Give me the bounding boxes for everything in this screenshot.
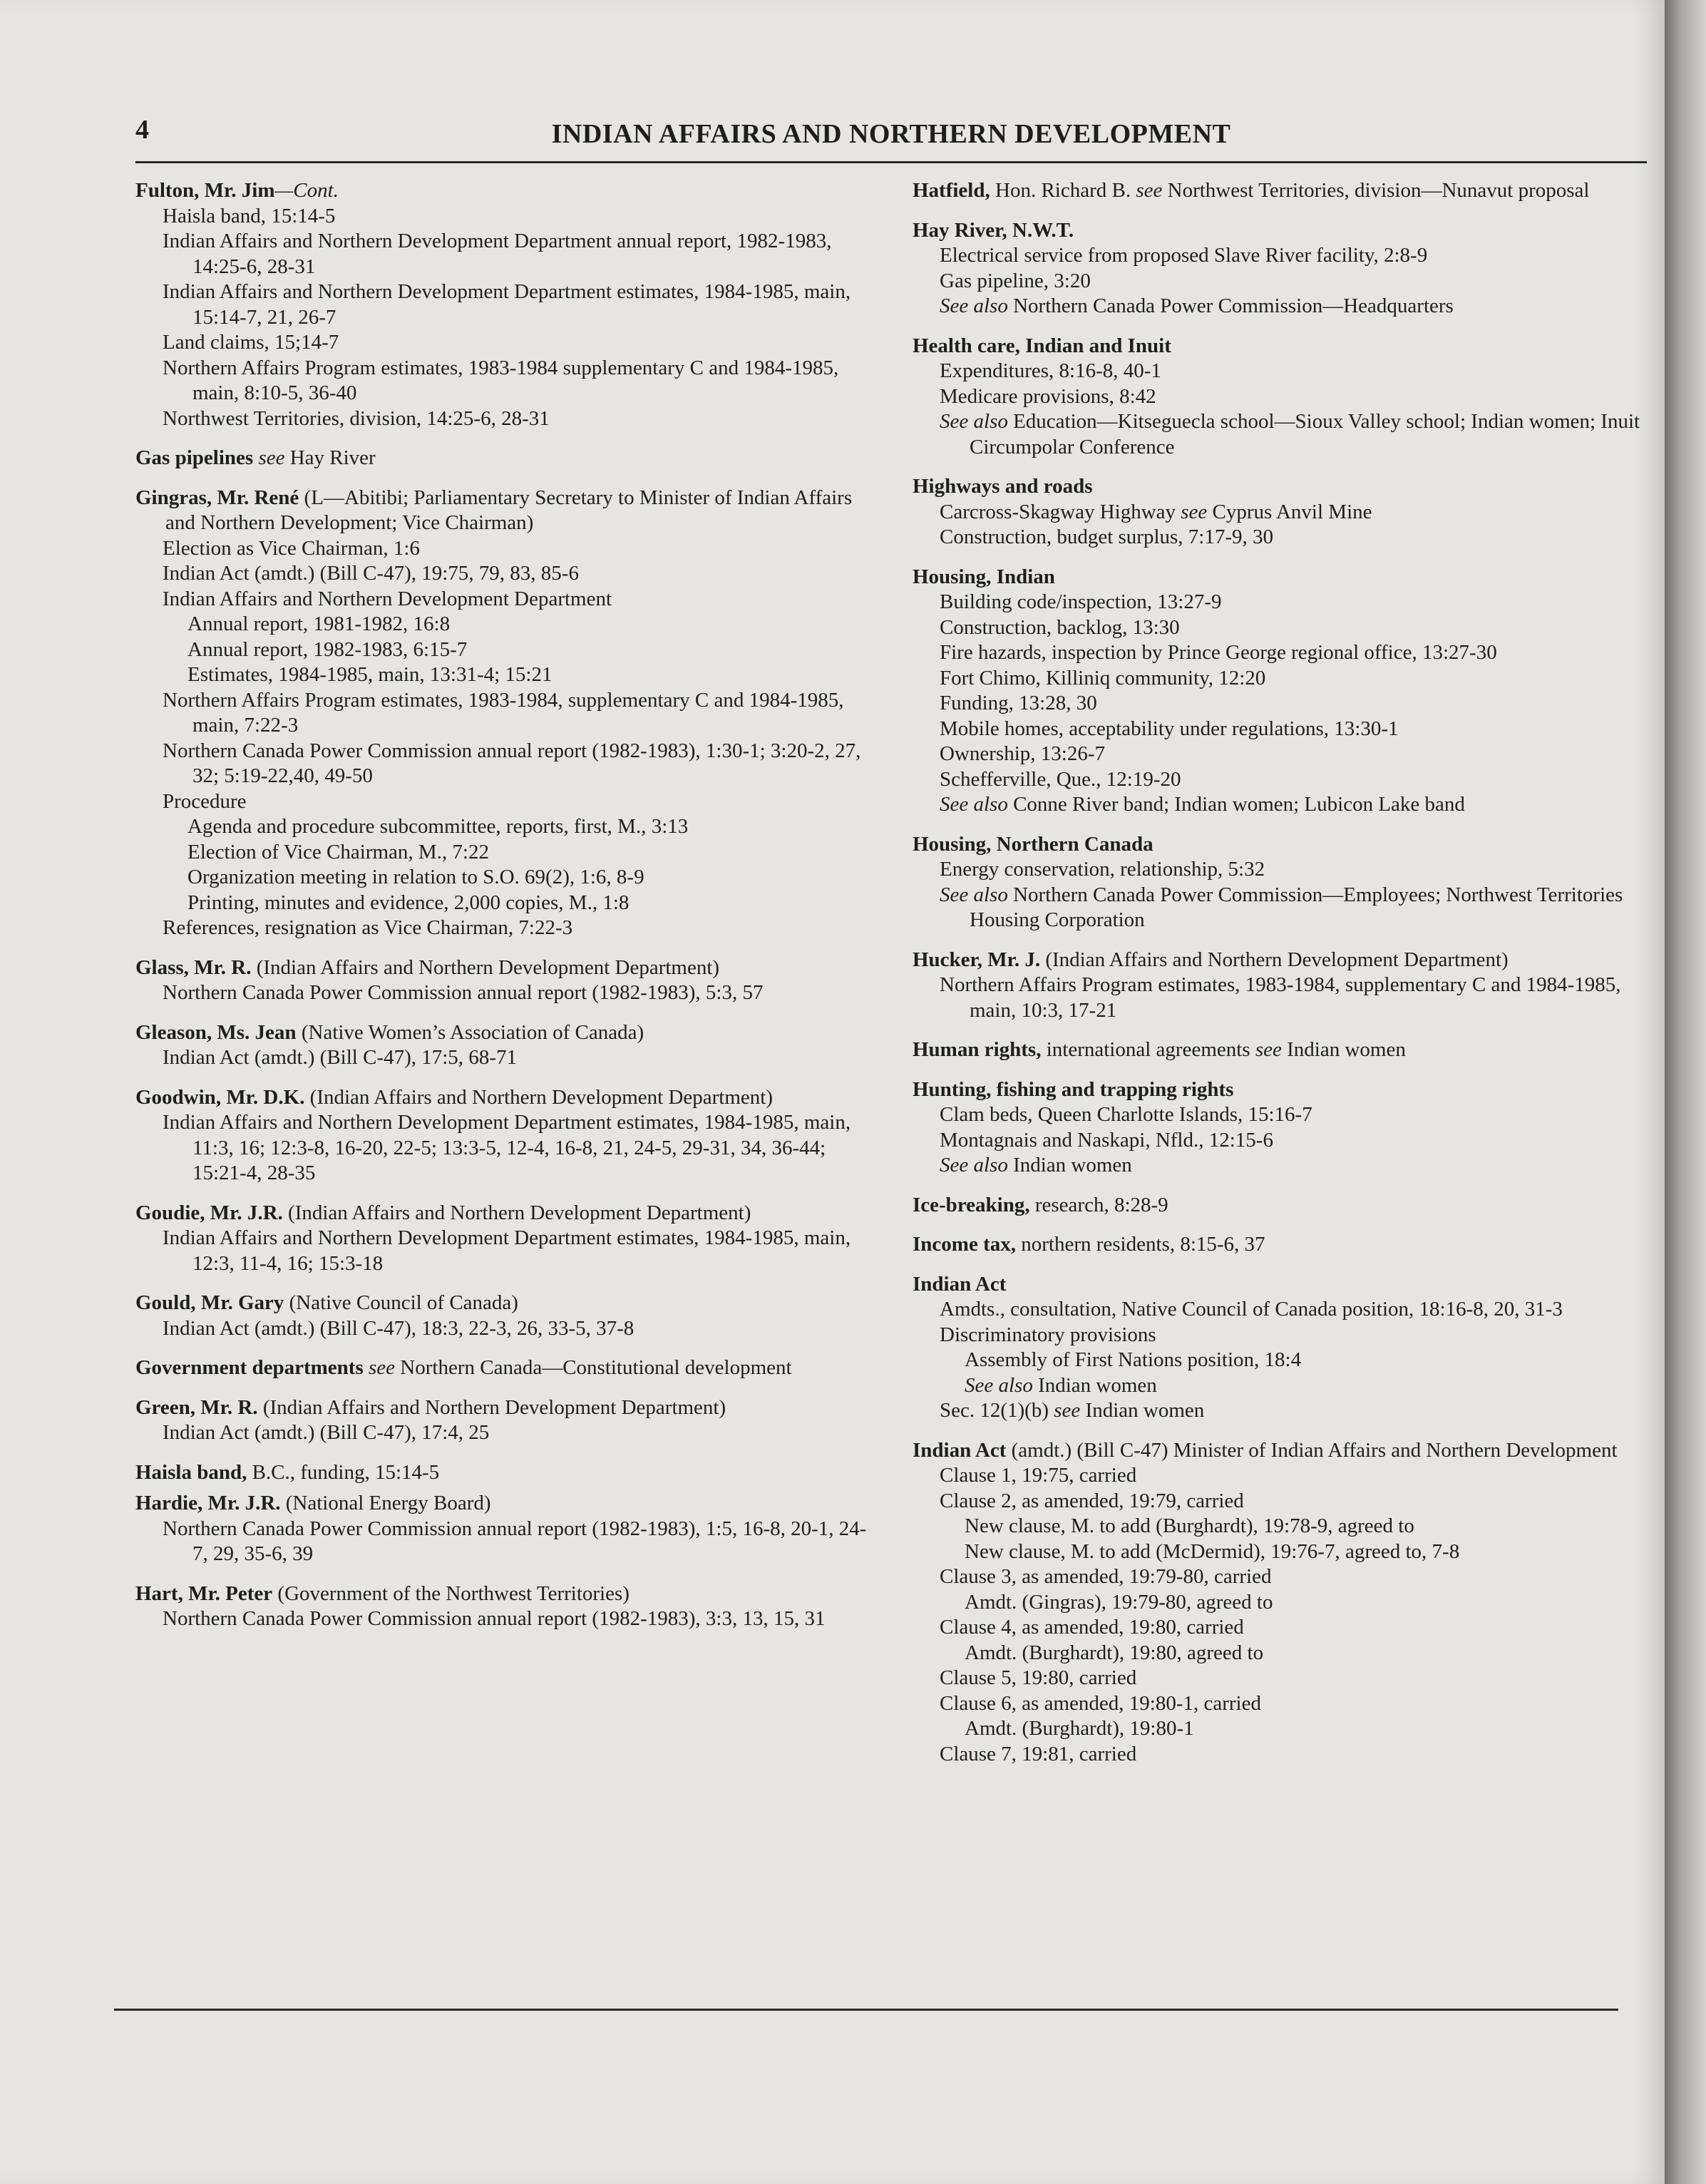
index-entry-indian-act-amdt xyxy=(913,1438,1654,1768)
entry-description: (Indian Affairs and Northern Development Department) xyxy=(257,1395,726,1419)
entry-heading: Goodwin, Mr. D.K. xyxy=(135,1085,305,1109)
entry-heading: Gingras, Mr. René xyxy=(135,486,299,509)
entry-heading: Glass, Mr. R. xyxy=(135,955,252,979)
entry-heading: Ice-breaking, xyxy=(913,1193,1030,1216)
entry-heading: Gleason, Ms. Jean xyxy=(135,1020,297,1044)
sub-subentry: Amdt. (Burghardt), 19:80-1 xyxy=(965,1717,1194,1740)
subentry: Northern Canada Power Commission annual report (1982-1983), 5:3, 57 xyxy=(163,981,764,1004)
subentry: Indian Act (amdt.) (Bill C-47), 18:3, 22-3, 26, 33-5, 37-8 xyxy=(163,1316,634,1340)
entry-text: international agreements xyxy=(1041,1038,1255,1061)
subentry: Clause 2, as amended, 19:79, carried xyxy=(940,1489,1244,1512)
subentry-text: Sec. 12(1)(b) xyxy=(940,1399,1054,1422)
left-column xyxy=(135,178,870,1646)
sub-subentry: Estimates, 1984-1985, main, 13:31-4; 15:21 xyxy=(187,663,553,686)
index-entry-human-rights xyxy=(913,1037,1654,1063)
entry-description: (Native Council of Canada) xyxy=(284,1291,518,1314)
subentry: Construction, budget surplus, 7:17-9, 30 xyxy=(940,526,1274,548)
subentry: Fire hazards, inspection by Prince George regional office, 13:27-30 xyxy=(940,641,1497,664)
entry-heading: Green, Mr. R. xyxy=(135,1395,258,1419)
cross-reference: Northwest Territories, division—Nunavut proposal xyxy=(1162,179,1590,202)
subentry: Indian Affairs and Northern Development Department estimates, 1984-1985, main, 15:14-7, 21, 26-7 xyxy=(163,280,851,329)
subentry: Amdts., consultation, Native Council of Canada position, 18:16-8, 20, 31-3 xyxy=(940,1298,1563,1321)
entry-heading: Housing, Northern Canada xyxy=(913,832,1153,856)
entry-text: research, 8:28-9 xyxy=(1029,1193,1168,1216)
entry-description: (amdt.) (Bill C-47) Minister of Indian Affairs and Northern Development xyxy=(1006,1438,1618,1462)
index-entry-goodwin xyxy=(135,1085,870,1186)
index-entry-goudie xyxy=(135,1201,870,1277)
entry-description: (Government of the Northwest Territories) xyxy=(272,1581,630,1605)
entry-heading: Hay River, N.W.T. xyxy=(913,218,1074,242)
subentry: Northern Affairs Program estimates, 1983-1984, supplementary C and 1984-1985, main, 7:22-3 xyxy=(163,688,844,737)
subentry: Medicare provisions, 8:42 xyxy=(940,384,1156,408)
sub-subentry: New clause, M. to add (Burghardt), 19:78-9, agreed to xyxy=(965,1514,1414,1537)
subentry: Clause 3, as amended, 19:79-80, carried xyxy=(940,1565,1272,1588)
subentry: Indian Affairs and Northern Development Department estimates, 1984-1985, main, 11:3, 16; 12:3-8, 16-20, 22-5; 13:3-5, 12-4, 16-8, 21, 24-5, 29-31, 34, 36-44; 15:21-4, 28-35 xyxy=(163,1111,851,1184)
index-entry-health-care xyxy=(913,334,1654,461)
index-entry-green xyxy=(135,1395,870,1446)
subentry: Indian Act (amdt.) (Bill C-47), 19:75, 79, 83, 85-6 xyxy=(163,562,579,585)
subentry: Ownership, 13:26-7 xyxy=(940,742,1105,765)
index-entry-hucker xyxy=(913,948,1654,1024)
entry-heading: Human rights, xyxy=(913,1038,1042,1061)
cross-reference: Indian women xyxy=(1007,1154,1132,1176)
right-column xyxy=(913,178,1654,1781)
subentry: Northern Canada Power Commission annual report (1982-1983), 1:5, 16-8, 20-1, 24-7, 29, 35-6, 39 xyxy=(163,1517,867,1565)
subentry: Gas pipeline, 3:20 xyxy=(940,269,1091,292)
subentry: Northwest Territories, division, 14:25-6, 28-31 xyxy=(163,406,550,430)
subentry xyxy=(913,294,1654,319)
header-rule xyxy=(135,161,1647,163)
subentry: Election as Vice Chairman, 1:6 xyxy=(163,536,420,560)
index-entry-housing-northern-canada xyxy=(913,832,1654,933)
subentry xyxy=(913,500,1654,526)
subentry: Electrical service from proposed Slave River facility, 2:8-9 xyxy=(940,244,1428,267)
entry-heading: Hatfield, xyxy=(913,179,990,202)
entry-description: (L—Abitibi; Parliamentary Secretary to Minister of Indian Affairs and Northern Development; Vice Chairman) xyxy=(165,486,853,534)
sub-subentry: Annual report, 1981-1982, 16:8 xyxy=(187,612,451,635)
entry-text: Hon. Richard B. xyxy=(990,179,1136,202)
index-entry-hardie xyxy=(135,1491,870,1567)
entry-description: (Indian Affairs and Northern Development Department) xyxy=(1040,948,1509,971)
subentry: Northern Canada Power Commission annual report (1982-1983), 1:30-1; 3:20-2, 27, 32; 5:19-22,40, 49-50 xyxy=(163,739,861,787)
index-entry-gas-pipelines xyxy=(135,446,870,471)
sub-subentry: Amdt. (Gingras), 19:79-80, agreed to xyxy=(965,1590,1273,1614)
subentry: Haisla band, 15:14-5 xyxy=(163,204,336,227)
page-number: 4 xyxy=(135,115,149,145)
see-reference: see xyxy=(258,446,285,469)
footer-rule xyxy=(114,2009,1618,2011)
subentry: Clause 7, 19:81, carried xyxy=(940,1742,1137,1765)
subentry: Indian Act (amdt.) (Bill C-47), 17:4, 25 xyxy=(163,1421,490,1444)
see-also-reference: See also xyxy=(940,294,1008,317)
cross-reference: Northern Canada Power Commission—Employees; Northwest Territories Housing Corporation xyxy=(970,883,1623,931)
cross-reference: Northern Canada—Constitutional development xyxy=(395,1356,792,1379)
subentry: Clause 6, as amended, 19:80-1, carried xyxy=(940,1691,1261,1715)
index-entry-indian-act xyxy=(913,1272,1654,1424)
see-also-reference: See also xyxy=(965,1373,1033,1397)
index-entry-ice-breaking xyxy=(913,1193,1654,1219)
index-entry-gould xyxy=(135,1291,870,1341)
subentry: Indian Affairs and Northern Development Department estimates, 1984-1985, main, 12:3, 11-4, 16; 15:3-18 xyxy=(163,1226,851,1275)
index-entry-gleason xyxy=(135,1020,870,1071)
sub-subentry: Organization meeting in relation to S.O. 69(2), 1:6, 8-9 xyxy=(187,866,644,888)
subentry: Construction, backlog, 13:30 xyxy=(940,615,1180,639)
page-binding-edge xyxy=(1665,0,1706,2184)
entry-description: (Indian Affairs and Northern Development Department) xyxy=(251,955,720,979)
subentry: References, resignation as Vice Chairman, 7:22-3 xyxy=(163,916,573,939)
index-entry-fulton xyxy=(135,178,870,431)
subentry: Clam beds, Queen Charlotte Islands, 15:16-7 xyxy=(940,1103,1312,1126)
subentry: Northern Affairs Program estimates, 1983-1984 supplementary C and 1984-1985, main, 8:10-5, 36-40 xyxy=(163,356,839,404)
entry-text: northern residents, 8:15-6, 37 xyxy=(1015,1233,1265,1256)
entry-heading: Indian Act xyxy=(913,1272,1007,1296)
see-reference: see xyxy=(1136,179,1163,202)
cross-reference: Hay River xyxy=(284,446,376,469)
subentry xyxy=(913,883,1654,933)
entry-heading: Hunting, fishing and trapping rights xyxy=(913,1077,1234,1101)
subentry xyxy=(913,792,1654,818)
entry-heading: Fulton, Mr. Jim xyxy=(135,179,275,202)
subentry-text: Carcross-Skagway Highway xyxy=(940,500,1181,523)
sub-subentry: Assembly of First Nations position, 18:4 xyxy=(965,1348,1302,1371)
entry-heading: Gas pipelines xyxy=(135,446,254,469)
see-also-reference: See also xyxy=(940,793,1008,816)
entry-description: (Indian Affairs and Northern Development Department) xyxy=(304,1085,773,1109)
entry-heading: Hucker, Mr. J. xyxy=(913,948,1041,971)
sub-subentry xyxy=(913,1373,1654,1399)
entry-heading: Indian Act xyxy=(913,1438,1007,1462)
entry-heading: Hart, Mr. Peter xyxy=(135,1581,273,1605)
index-entry-haisla-band xyxy=(135,1460,870,1486)
page-header xyxy=(135,114,1647,161)
entry-heading: Haisla band, xyxy=(135,1460,247,1484)
entry-heading: Government departments xyxy=(135,1356,364,1379)
see-also-reference: See also xyxy=(940,883,1008,906)
index-entry-income-tax xyxy=(913,1232,1654,1258)
see-reference: see xyxy=(1181,500,1208,523)
entry-description: (National Energy Board) xyxy=(280,1492,491,1514)
sub-subentry: Agenda and procedure subcommittee, reports, first, M., 3:13 xyxy=(187,815,689,838)
subentry: Indian Act (amdt.) (Bill C-47), 17:5, 68-71 xyxy=(163,1046,517,1069)
subentry: Schefferville, Que., 12:19-20 xyxy=(940,767,1181,791)
sub-subentry: New clause, M. to add (McDermid), 19:76-7, agreed to, 7-8 xyxy=(965,1539,1460,1563)
entry-heading: Hardie, Mr. J.R. xyxy=(135,1492,281,1514)
index-entry-housing-indian xyxy=(913,565,1654,818)
subentry: Land claims, 15;14-7 xyxy=(163,331,339,354)
cross-reference: Indian women xyxy=(1281,1038,1406,1061)
sub-subentry: Annual report, 1982-1983, 6:15-7 xyxy=(187,637,468,661)
subentry: Procedure xyxy=(163,789,247,813)
index-entry-government-departments xyxy=(135,1355,870,1381)
cross-reference: Northern Canada Power Commission—Headquarters xyxy=(1007,294,1454,317)
entry-text: B.C., funding, 15:14-5 xyxy=(247,1460,440,1484)
subentry: Expenditures, 8:16-8, 40-1 xyxy=(940,359,1161,382)
subentry: Mobile homes, acceptability under regulations, 13:30-1 xyxy=(940,717,1399,740)
see-reference: see xyxy=(1054,1399,1081,1422)
subentry: Fort Chimo, Killiniq community, 12:20 xyxy=(940,666,1266,689)
index-entry-glass xyxy=(135,955,870,1006)
entry-heading: Income tax, xyxy=(913,1233,1016,1256)
index-entry-hay-river xyxy=(913,218,1654,319)
subentry: Clause 5, 19:80, carried xyxy=(940,1666,1137,1689)
entry-heading: Goudie, Mr. J.R. xyxy=(135,1201,283,1224)
index-entry-highways xyxy=(913,474,1654,550)
subentry: Montagnais and Naskapi, Nfld., 12:15-6 xyxy=(940,1128,1273,1152)
subentry xyxy=(913,1398,1654,1424)
index-entry-gingras xyxy=(135,486,870,941)
subentry: Indian Affairs and Northern Development Department annual report, 1982-1983, 14:25-6, 28-31 xyxy=(163,230,832,278)
subentry xyxy=(913,409,1654,460)
see-reference: see xyxy=(369,1356,396,1379)
sub-subentry: Amdt. (Burghardt), 19:80, agreed to xyxy=(965,1641,1264,1664)
entry-heading: Health care, Indian and Inuit xyxy=(913,334,1171,357)
sub-subentry: Printing, minutes and evidence, 2,000 copies, M., 1:8 xyxy=(187,891,630,914)
see-reference: see xyxy=(1255,1038,1282,1061)
entry-heading: Gould, Mr. Gary xyxy=(135,1291,284,1314)
see-also-reference: See also xyxy=(940,410,1008,433)
subentry: Clause 1, 19:75, carried xyxy=(940,1464,1137,1487)
cross-reference: Education—Kitseguecla school—Sioux Valley school; Indian women; Inuit Circumpolar Conference xyxy=(970,410,1640,458)
index-entry-hart xyxy=(135,1581,870,1632)
see-also-reference: See also xyxy=(940,1154,1008,1176)
continued-label: —Cont. xyxy=(274,179,339,202)
running-head: INDIAN AFFAIRS AND NORTHERN DEVELOPMENT xyxy=(551,119,1231,149)
cross-reference: Conne River band; Indian women; Lubicon Lake band xyxy=(1007,793,1465,816)
index-entry-hunting xyxy=(913,1077,1654,1179)
cross-reference: Indian women xyxy=(1032,1373,1157,1397)
cross-reference: Cyprus Anvil Mine xyxy=(1207,500,1372,523)
sub-subentry: Election of Vice Chairman, M., 7:22 xyxy=(187,840,489,863)
subentry: Clause 4, as amended, 19:80, carried xyxy=(940,1616,1244,1639)
entry-description: (Native Women’s Association of Canada) xyxy=(296,1020,644,1044)
subentry: Northern Canada Power Commission annual report (1982-1983), 3:3, 13, 15, 31 xyxy=(163,1607,826,1630)
subentry xyxy=(913,1153,1654,1179)
entry-heading: Housing, Indian xyxy=(913,565,1055,588)
subentry: Discriminatory provisions xyxy=(940,1323,1156,1346)
subentry: Building code/inspection, 13:27-9 xyxy=(940,590,1222,613)
entry-description: (Indian Affairs and Northern Development Department) xyxy=(282,1201,751,1224)
index-entry-hatfield xyxy=(913,178,1654,204)
entry-heading: Highways and roads xyxy=(913,475,1093,498)
subentry: Northern Affairs Program estimates, 1983-1984, supplementary C and 1984-1985, main, 10:3, 17-21 xyxy=(940,973,1621,1022)
cross-reference: Indian women xyxy=(1080,1399,1205,1422)
subentry: Indian Affairs and Northern Development Department xyxy=(163,587,612,610)
subentry: Energy conservation, relationship, 5:32 xyxy=(940,858,1265,881)
subentry: Funding, 13:28, 30 xyxy=(940,692,1097,714)
